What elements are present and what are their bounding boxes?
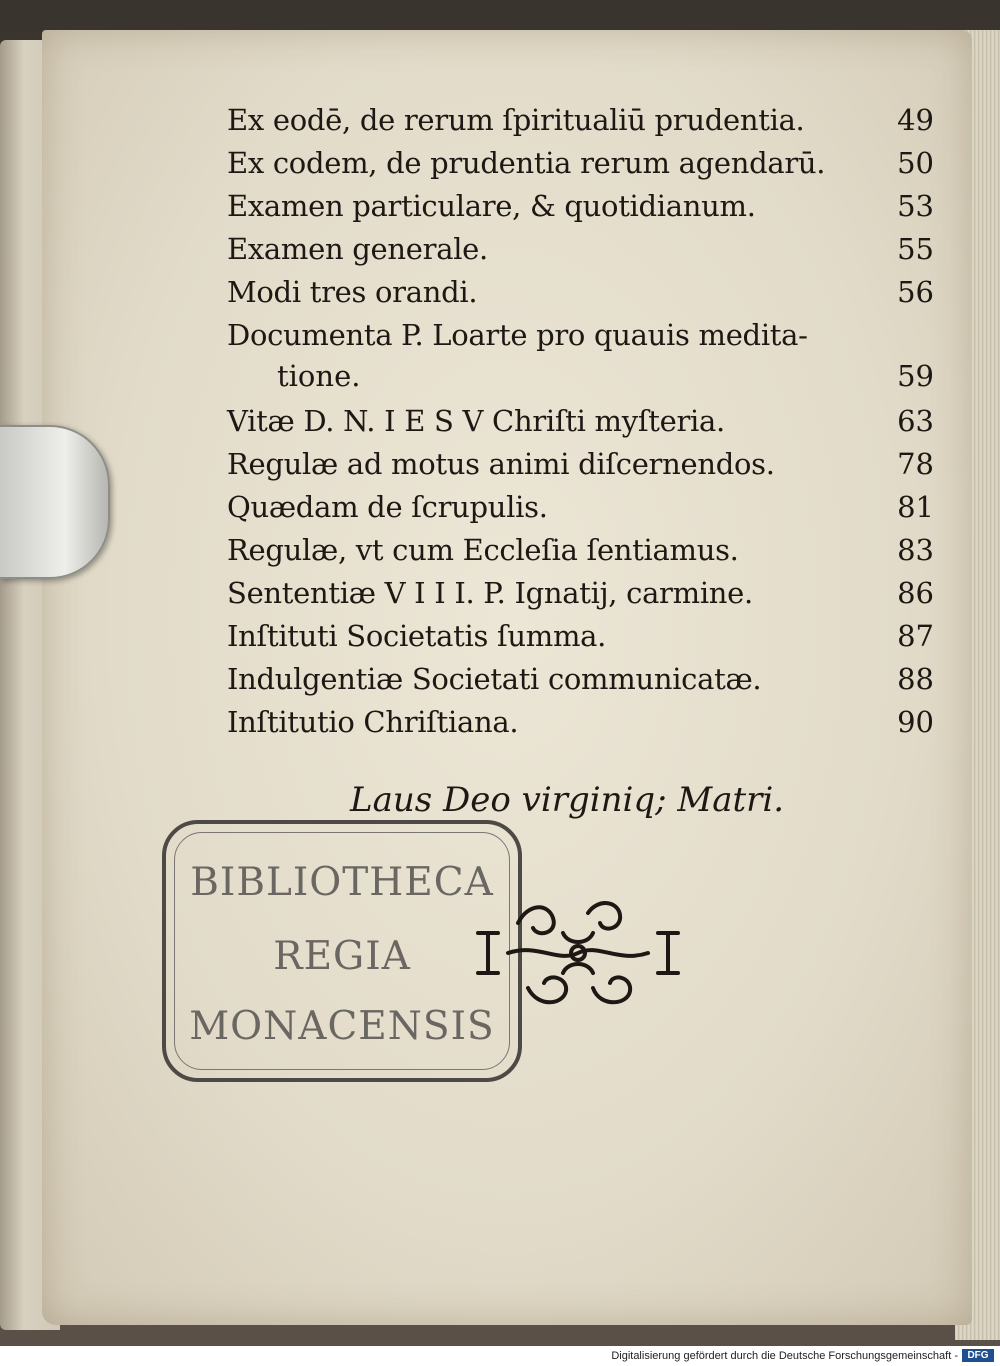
toc-entry-page: 49 (897, 103, 934, 137)
printers-ornament-icon (468, 893, 688, 1013)
toc-entry-title: Inſtituti Societatis ſumma. (227, 619, 607, 653)
dfg-logo: DFG (962, 1349, 994, 1362)
toc-entry-page: 55 (897, 232, 934, 266)
toc-entry-title: Ex codem, de prudentia rerum agendarū. (227, 146, 826, 180)
toc-entry-page: 86 (897, 576, 934, 610)
toc-entry-page: 81 (897, 490, 934, 524)
stamp-line: REGIA (273, 934, 411, 979)
toc-entry-page: 90 (897, 705, 934, 739)
toc-entry (227, 705, 947, 748)
stamp-line: MONACENSIS (189, 1004, 495, 1049)
toc-entry-page: 78 (897, 447, 934, 481)
toc-entry-title: Documenta P. Loarte pro quauis medita- (227, 318, 808, 352)
toc-entry-page: 59 (897, 359, 934, 393)
toc-entry-title: Regulæ ad motus animi diſcernendos. (227, 447, 775, 481)
toc-entry (227, 662, 947, 705)
toc-entry-title: Indulgentiæ Societati communicatæ. (227, 662, 762, 696)
toc-entry-page: 63 (897, 404, 934, 438)
toc-entry (227, 103, 947, 146)
toc-entry (227, 490, 947, 533)
toc-entry-title: Examen generale. (227, 232, 488, 266)
toc-entry-page: 88 (897, 662, 934, 696)
toc-entry-title: Inſtitutio Chriſtiana. (227, 705, 519, 739)
toc-entry (227, 232, 947, 275)
toc-entry (227, 189, 947, 232)
toc-entry-title: Examen particulare, & quotidianum. (227, 189, 756, 223)
toc-entry (227, 619, 947, 662)
toc-entry (227, 318, 947, 404)
toc-entry-title: Modi tres orandi. (227, 275, 478, 309)
toc-entry-page: 83 (897, 533, 934, 567)
toc-entry-page: 53 (897, 189, 934, 223)
toc-entry-title: Sententiæ V I I I. P. Ignatij, carmine. (227, 576, 753, 610)
stamp-line: BIBLIOTHECA (190, 860, 494, 905)
toc-entry-title: Ex eodē, de rerum ſpiritualiū prudentia. (227, 103, 805, 137)
toc-entry (227, 146, 947, 189)
page-clip (0, 425, 110, 579)
toc-entry-page: 50 (897, 146, 934, 180)
funding-credit: Digitalisierung gefördert durch die Deutsche Forschungsgemeinschaft - (611, 1350, 958, 1362)
toc-entry (227, 533, 947, 576)
toc-entry-title-continuation: tione. (277, 359, 361, 393)
toc-entry-title: Regulæ, vt cum Eccleſia ſentiamus. (227, 533, 739, 567)
toc-entry-page: 56 (897, 275, 934, 309)
toc-entry-title: Vitæ D. N. I E S V Chriſti myſteria. (227, 404, 725, 438)
footer-bar (0, 1346, 1000, 1366)
toc-entry-page: 87 (897, 619, 934, 653)
table-of-contents (227, 103, 947, 748)
toc-entry-title: Quædam de ſcrupulis. (227, 490, 548, 524)
toc-entry (227, 576, 947, 619)
closing-line: Laus Deo virginiq; Matri. (350, 780, 785, 820)
toc-entry (227, 404, 947, 447)
toc-entry (227, 275, 947, 318)
toc-entry (227, 447, 947, 490)
